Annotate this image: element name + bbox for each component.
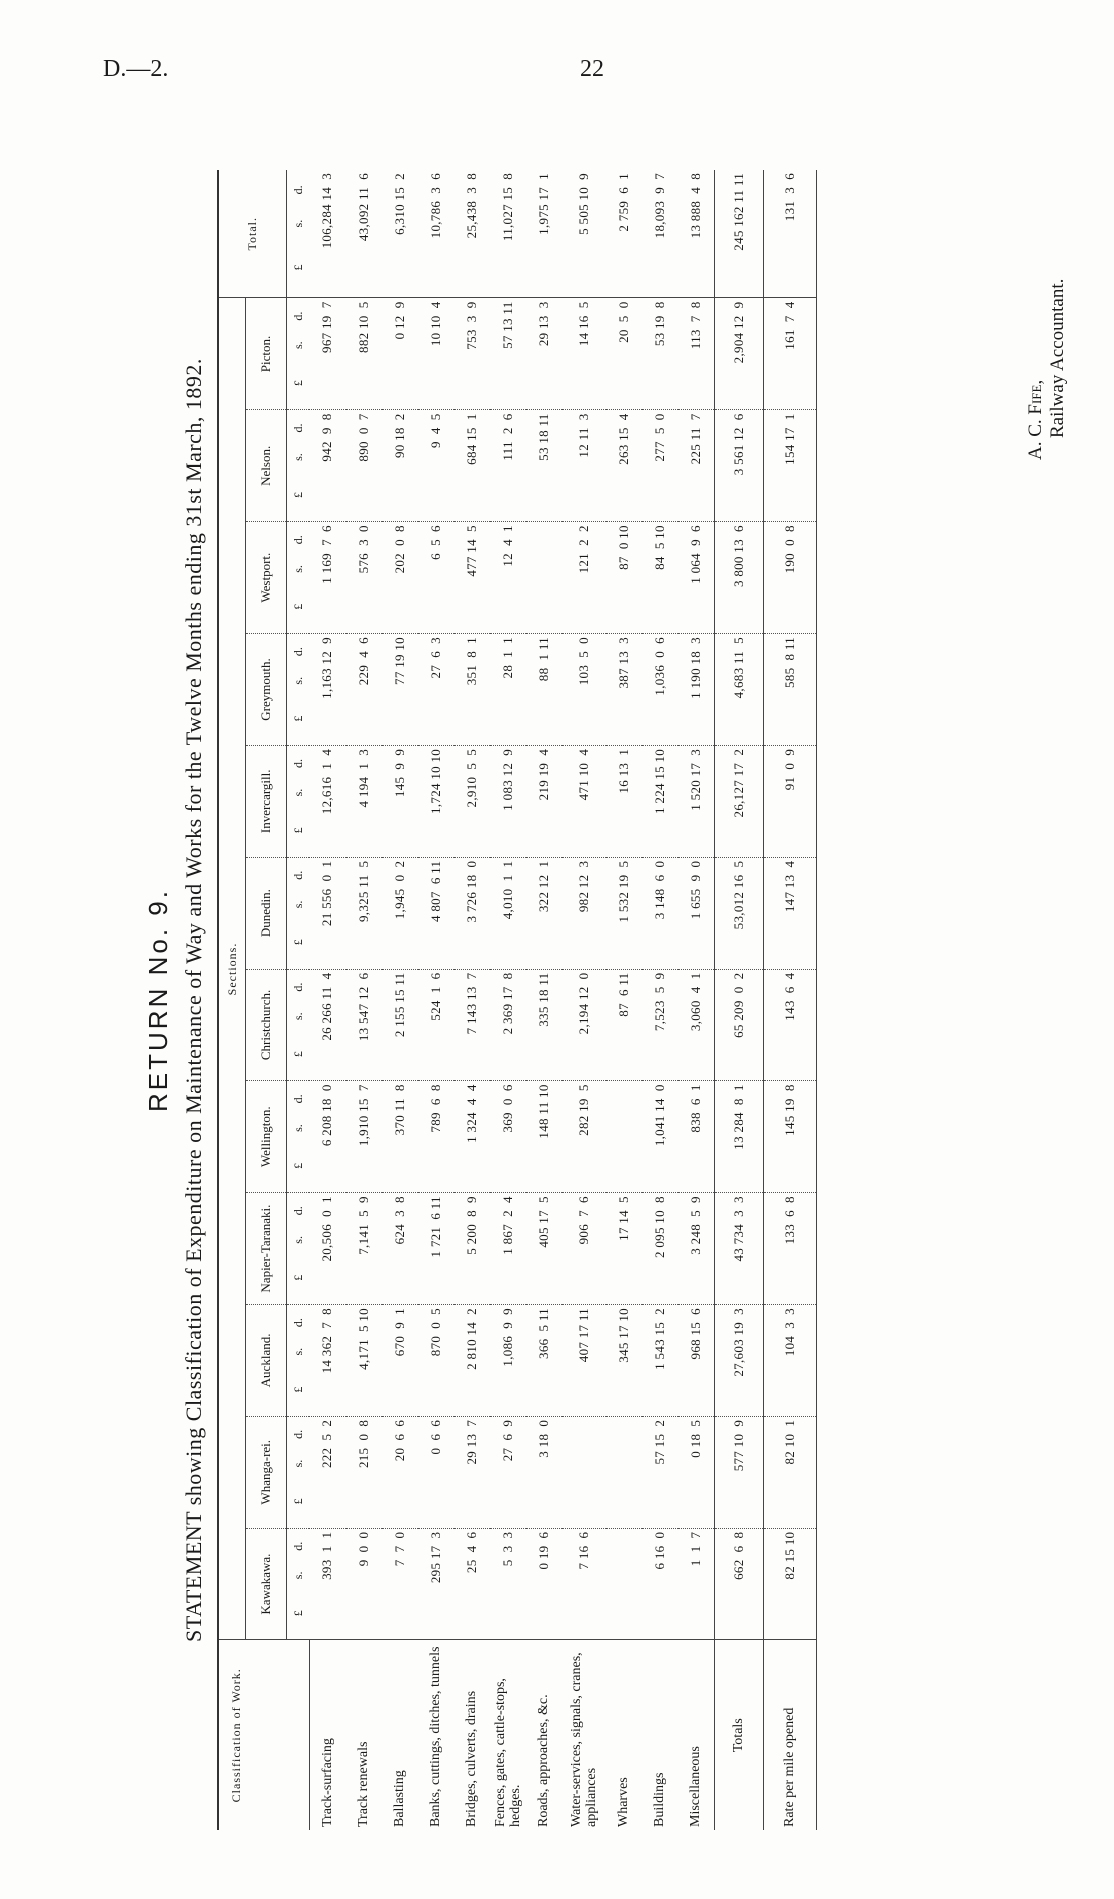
- amount-cell: [606, 1416, 642, 1528]
- unit-label: s.: [290, 453, 305, 461]
- unit-label: £: [290, 380, 305, 387]
- table-row: [382, 170, 418, 1830]
- amount-cell: 5 3 3: [490, 1528, 526, 1640]
- amount-cell: 890 0 7: [346, 410, 382, 522]
- amount-cell: 7 16 6: [562, 1528, 606, 1640]
- table-row: [763, 170, 816, 1830]
- amount-cell: 1 224 15 10: [642, 745, 678, 857]
- amount-cell: 20,506 0 1: [309, 1193, 346, 1305]
- amount-cell: 229 4 6: [346, 634, 382, 746]
- table-row: [642, 170, 678, 1830]
- amount-cell: 576 3 0: [346, 522, 382, 634]
- unit-labels: [287, 1528, 310, 1640]
- amount-cell: 27 6 3: [418, 634, 454, 746]
- amount-cell: 4,683 11 5: [714, 634, 763, 746]
- unit-labels: [287, 634, 310, 746]
- amount-cell: 7 7 0: [382, 1528, 418, 1640]
- amount-cell: 147 13 4: [763, 857, 816, 969]
- amount-cell: 190 0 8: [763, 522, 816, 634]
- amount-cell: 103 5 0: [562, 634, 606, 746]
- section-name: Kawakawa.: [246, 1528, 287, 1640]
- amount-cell: 215 0 8: [346, 1416, 382, 1528]
- section-name: Wellington.: [246, 1081, 287, 1193]
- amount-cell: 84 5 10: [642, 522, 678, 634]
- document-code: D.—2.: [103, 56, 169, 82]
- amount-cell: 1 532 19 5: [606, 857, 642, 969]
- amount-cell: 121 2 2: [562, 522, 606, 634]
- unit-label: £: [290, 603, 305, 610]
- total-cell: 106,284 14 3: [309, 170, 346, 298]
- unit-label: d.: [290, 1206, 305, 1216]
- amount-cell: 87 0 10: [606, 522, 642, 634]
- amount-cell: 1 324 4 4: [454, 1081, 490, 1193]
- amount-cell: 524 1 6: [418, 969, 454, 1081]
- row-label: Water-services, signals, cranes, appliances: [562, 1640, 606, 1830]
- unit-labels: [287, 969, 310, 1081]
- amount-cell: 3 18 0: [526, 1416, 562, 1528]
- total-cell: 13 888 4 8: [678, 170, 715, 298]
- unit-label: d.: [290, 870, 305, 880]
- section-name: Invercargill.: [246, 745, 287, 857]
- amount-cell: 82 10 1: [763, 1416, 816, 1528]
- amount-cell: 906 7 6: [562, 1193, 606, 1305]
- amount-cell: 585 8 11: [763, 634, 816, 746]
- amount-cell: 12,616 1 4: [309, 745, 346, 857]
- section-name: Greymouth.: [246, 634, 287, 746]
- amount-cell: 6 5 6: [418, 522, 454, 634]
- unit-label: s.: [290, 1236, 305, 1244]
- amount-cell: 4 807 6 11: [418, 857, 454, 969]
- amount-cell: 351 8 1: [454, 634, 490, 746]
- amount-cell: 0 6 6: [418, 1416, 454, 1528]
- unit-label: d.: [290, 1318, 305, 1328]
- amount-cell: 0 12 9: [382, 298, 418, 410]
- amount-cell: 577 10 9: [714, 1416, 763, 1528]
- unit-label: d.: [290, 185, 305, 195]
- amount-cell: 154 17 1: [763, 410, 816, 522]
- section-name: Dunedin.: [246, 857, 287, 969]
- amount-cell: 57 13 11: [490, 298, 526, 410]
- unit-label: £: [290, 1274, 305, 1281]
- amount-cell: 43 734 3 3: [714, 1193, 763, 1305]
- table-row: [346, 170, 382, 1830]
- amount-cell: 335 18 11: [526, 969, 562, 1081]
- total-header: Total.: [218, 170, 287, 298]
- amount-cell: 3 148 6 0: [642, 857, 678, 969]
- section-name: Westport.: [246, 522, 287, 634]
- amount-cell: 143 6 4: [763, 969, 816, 1081]
- unit-label: £: [290, 1610, 305, 1617]
- amount-cell: 9,325 11 5: [346, 857, 382, 969]
- section-names-row: [246, 170, 287, 1830]
- table-body: [309, 170, 816, 1830]
- signature: [1025, 279, 1069, 460]
- section-name: Auckland.: [246, 1305, 287, 1417]
- expenditure-table: [217, 170, 817, 1830]
- amount-cell: 219 19 4: [526, 745, 562, 857]
- section-name: Picton.: [246, 298, 287, 410]
- amount-cell: 82 15 10: [763, 1528, 816, 1640]
- amount-cell: [562, 1416, 606, 1528]
- unit-labels: [287, 745, 310, 857]
- row-label: Rate per mile opened: [763, 1640, 816, 1830]
- rotated-page-content: [135, 140, 1114, 1860]
- amount-cell: 1,041 14 0: [642, 1081, 678, 1193]
- amount-cell: 2,910 5 5: [454, 745, 490, 857]
- unit-label: s.: [290, 1347, 305, 1356]
- amount-cell: 967 19 7: [309, 298, 346, 410]
- amount-cell: 263 15 4: [606, 410, 642, 522]
- sections-header: Sections.: [218, 298, 246, 1640]
- amount-cell: 369 0 6: [490, 1081, 526, 1193]
- amount-cell: 225 11 7: [678, 410, 715, 522]
- amount-cell: 2,194 12 0: [562, 969, 606, 1081]
- amount-cell: 14 362 7 8: [309, 1305, 346, 1417]
- row-label: Track-surfacing: [309, 1640, 346, 1830]
- amount-cell: 26 266 11 4: [309, 969, 346, 1081]
- amount-cell: 77 19 10: [382, 634, 418, 746]
- amount-cell: 9 0 0: [346, 1528, 382, 1640]
- amount-cell: 90 18 2: [382, 410, 418, 522]
- amount-cell: 29 13 3: [526, 298, 562, 410]
- row-label: Fences, gates, cattle-stops, hedges.: [490, 1640, 526, 1830]
- amount-cell: 65 209 0 2: [714, 969, 763, 1081]
- amount-cell: [526, 522, 562, 634]
- amount-cell: 838 6 1: [678, 1081, 715, 1193]
- amount-cell: [606, 1081, 642, 1193]
- total-cell: 43,092 11 6: [346, 170, 382, 298]
- amount-cell: 27 6 9: [490, 1416, 526, 1528]
- amount-cell: 57 15 2: [642, 1416, 678, 1528]
- amount-cell: 1 721 6 11: [418, 1193, 454, 1305]
- amount-cell: 1,086 9 9: [490, 1305, 526, 1417]
- section-name: Napier-Taranaki.: [246, 1193, 287, 1305]
- total-cell: 10,786 3 6: [418, 170, 454, 298]
- amount-cell: 1 083 12 9: [490, 745, 526, 857]
- amount-cell: 393 1 1: [309, 1528, 346, 1640]
- amount-cell: 113 7 8: [678, 298, 715, 410]
- amount-cell: 1,036 0 6: [642, 634, 678, 746]
- unit-label: d.: [290, 311, 305, 321]
- amount-cell: 29 13 7: [454, 1416, 490, 1528]
- amount-cell: 222 5 2: [309, 1416, 346, 1528]
- amount-cell: 277 5 0: [642, 410, 678, 522]
- classification-header: Classification of Work.: [218, 1640, 309, 1830]
- signatory-title: Railway Accountant.: [1047, 278, 1068, 438]
- unit-labels: [287, 857, 310, 969]
- unit-label: d.: [290, 758, 305, 768]
- amount-cell: 20 6 6: [382, 1416, 418, 1528]
- row-label: Ballasting: [382, 1640, 418, 1830]
- table-row: [526, 170, 562, 1830]
- amount-cell: 753 3 9: [454, 298, 490, 410]
- table-row: [678, 170, 715, 1830]
- amount-cell: 148 11 10: [526, 1081, 562, 1193]
- amount-cell: 3 561 12 6: [714, 410, 763, 522]
- amount-cell: 968 15 6: [678, 1305, 715, 1417]
- amount-cell: 2 369 17 8: [490, 969, 526, 1081]
- amount-cell: 282 19 5: [562, 1081, 606, 1193]
- amount-cell: 789 6 8: [418, 1081, 454, 1193]
- amount-cell: 9 4 5: [418, 410, 454, 522]
- total-cell: 5 505 10 9: [562, 170, 606, 298]
- unit-label: s.: [290, 676, 305, 685]
- amount-cell: 1,163 12 9: [309, 634, 346, 746]
- amount-cell: 2 155 15 11: [382, 969, 418, 1081]
- amount-cell: 370 11 8: [382, 1081, 418, 1193]
- unit-labels: [287, 1305, 310, 1417]
- amount-cell: 0 19 6: [526, 1528, 562, 1640]
- amount-cell: 7,141 5 9: [346, 1193, 382, 1305]
- row-label: Wharves: [606, 1640, 642, 1830]
- unit-labels: [287, 1416, 310, 1528]
- section-name: Whanga-rei.: [246, 1416, 287, 1528]
- unit-label: d.: [290, 982, 305, 992]
- unit-label: s.: [290, 219, 305, 228]
- amount-cell: 10 10 4: [418, 298, 454, 410]
- amount-cell: 882 10 5: [346, 298, 382, 410]
- total-cell: 11,027 15 8: [490, 170, 526, 298]
- unit-label: s.: [290, 1124, 305, 1132]
- amount-cell: 87 6 11: [606, 969, 642, 1081]
- amount-cell: 1,724 10 10: [418, 745, 454, 857]
- unit-label: d.: [290, 535, 305, 545]
- row-label: Track renewals: [346, 1640, 382, 1830]
- unit-label: £: [290, 264, 305, 271]
- amount-cell: 1 655 9 0: [678, 857, 715, 969]
- statement-title: STATEMENT showing Classification of Expenditure on Maintenance of Way and Works for the Twelve Months ending 31st March, 1892.: [181, 358, 206, 1642]
- amount-cell: 12 4 1: [490, 522, 526, 634]
- amount-cell: 6 208 18 0: [309, 1081, 346, 1193]
- amount-cell: 104 3 3: [763, 1305, 816, 1417]
- amount-cell: 295 17 3: [418, 1528, 454, 1640]
- amount-cell: 2 095 10 8: [642, 1193, 678, 1305]
- row-label: Roads, approaches, &c.: [526, 1640, 562, 1830]
- section-name: Christchurch.: [246, 969, 287, 1081]
- unit-labels: [287, 1193, 310, 1305]
- unit-label: s.: [290, 1012, 305, 1021]
- amount-cell: 14 16 5: [562, 298, 606, 410]
- amount-cell: 322 12 1: [526, 857, 562, 969]
- table-row: [454, 170, 490, 1830]
- table-row: [714, 170, 763, 1830]
- unit-label: s.: [290, 900, 305, 909]
- amount-cell: 1 1 7: [678, 1528, 715, 1640]
- section-name: Nelson.: [246, 410, 287, 522]
- amount-cell: 21 556 0 1: [309, 857, 346, 969]
- amount-cell: 2,904 12 9: [714, 298, 763, 410]
- amount-cell: 3 800 13 6: [714, 522, 763, 634]
- total-cell: 18,093 9 7: [642, 170, 678, 298]
- table-row: [606, 170, 642, 1830]
- unit-label: £: [290, 715, 305, 722]
- amount-cell: 366 5 11: [526, 1305, 562, 1417]
- unit-labels: [287, 522, 310, 634]
- row-label: Buildings: [642, 1640, 678, 1830]
- amount-cell: 624 3 8: [382, 1193, 418, 1305]
- unit-label: £: [290, 939, 305, 946]
- amount-cell: 405 17 5: [526, 1193, 562, 1305]
- amount-cell: 88 1 11: [526, 634, 562, 746]
- amount-cell: 25 4 6: [454, 1528, 490, 1640]
- unit-label: s.: [290, 565, 305, 573]
- table-row: [562, 170, 606, 1830]
- total-cell: 131 3 6: [763, 170, 816, 298]
- unit-label: s.: [290, 341, 305, 350]
- total-cell: 245 162 11 11: [714, 170, 763, 298]
- amount-cell: 26,127 17 2: [714, 745, 763, 857]
- amount-cell: 1 543 15 2: [642, 1305, 678, 1417]
- amount-cell: 28 1 1: [490, 634, 526, 746]
- total-cell: 25,438 3 8: [454, 170, 490, 298]
- amount-cell: 1,910 15 7: [346, 1081, 382, 1193]
- unit-label: £: [290, 1051, 305, 1058]
- unit-label: d.: [290, 1429, 305, 1439]
- table-row: [309, 170, 346, 1830]
- amount-cell: 7 143 13 7: [454, 969, 490, 1081]
- amount-cell: 1 520 17 3: [678, 745, 715, 857]
- unit-label: £: [290, 1498, 305, 1505]
- amount-cell: 670 9 1: [382, 1305, 418, 1417]
- amount-cell: 133 6 8: [763, 1193, 816, 1305]
- unit-label: £: [290, 491, 305, 498]
- amount-cell: 387 13 3: [606, 634, 642, 746]
- total-cell: 2 759 6 1: [606, 170, 642, 298]
- amount-cell: 91 0 9: [763, 745, 816, 857]
- return-title: RETURN No. 9.: [143, 888, 173, 1112]
- amount-cell: 3,060 4 1: [678, 969, 715, 1081]
- amount-cell: 2 810 14 2: [454, 1305, 490, 1417]
- unit-label: s.: [290, 788, 305, 797]
- signatory-name: A. C. Fife,: [1025, 379, 1046, 460]
- amount-cell: 345 17 10: [606, 1305, 642, 1417]
- amount-cell: 13 284 8 1: [714, 1081, 763, 1193]
- amount-cell: 12 11 3: [562, 410, 606, 522]
- amount-cell: 53,012 16 5: [714, 857, 763, 969]
- amount-cell: 477 14 5: [454, 522, 490, 634]
- unit-labels: [287, 1081, 310, 1193]
- amount-cell: 407 17 11: [562, 1305, 606, 1417]
- row-label: Banks, cuttings, ditches, tunnels: [418, 1640, 454, 1830]
- table-row: [418, 170, 454, 1830]
- amount-cell: 161 7 4: [763, 298, 816, 410]
- amount-cell: 1 064 9 6: [678, 522, 715, 634]
- row-label: Totals: [714, 1640, 763, 1830]
- unit-label: d.: [290, 1541, 305, 1551]
- row-label: Miscellaneous: [678, 1640, 715, 1830]
- amount-cell: 3 248 5 9: [678, 1193, 715, 1305]
- amount-cell: 145 9 9: [382, 745, 418, 857]
- unit-label: £: [290, 1162, 305, 1169]
- amount-cell: 942 9 8: [309, 410, 346, 522]
- amount-cell: 6 16 0: [642, 1528, 678, 1640]
- amount-cell: 16 13 1: [606, 745, 642, 857]
- amount-cell: 4,010 1 1: [490, 857, 526, 969]
- amount-cell: 4 194 1 3: [346, 745, 382, 857]
- amount-cell: 1,945 0 2: [382, 857, 418, 969]
- page-number: 22: [580, 56, 604, 82]
- unit-label: d.: [290, 1094, 305, 1104]
- amount-cell: 870 0 5: [418, 1305, 454, 1417]
- amount-cell: 0 18 5: [678, 1416, 715, 1528]
- unit-labels: [287, 298, 310, 410]
- unit-label: s.: [290, 1459, 305, 1468]
- unit-label: £: [290, 1386, 305, 1393]
- unit-labels: [287, 410, 310, 522]
- amount-cell: 13 547 12 6: [346, 969, 382, 1081]
- unit-label: s.: [290, 1571, 305, 1580]
- unit-labels: [287, 170, 310, 298]
- total-cell: 6,310 15 2: [382, 170, 418, 298]
- unit-label: d.: [290, 423, 305, 433]
- amount-cell: 684 15 1: [454, 410, 490, 522]
- unit-label: £: [290, 827, 305, 834]
- table-row: [490, 170, 526, 1830]
- amount-cell: 7,523 5 9: [642, 969, 678, 1081]
- amount-cell: 53 18 11: [526, 410, 562, 522]
- units-row: [287, 170, 310, 1830]
- amount-cell: 471 10 4: [562, 745, 606, 857]
- amount-cell: 5 200 8 9: [454, 1193, 490, 1305]
- total-cell: 1,975 17 1: [526, 170, 562, 298]
- amount-cell: 3 726 18 0: [454, 857, 490, 969]
- amount-cell: 662 6 8: [714, 1528, 763, 1640]
- amount-cell: 1 867 2 4: [490, 1193, 526, 1305]
- amount-cell: 4,171 5 10: [346, 1305, 382, 1417]
- amount-cell: 27,603 19 3: [714, 1305, 763, 1417]
- unit-label: d.: [290, 647, 305, 657]
- amount-cell: 202 0 8: [382, 522, 418, 634]
- amount-cell: 20 5 0: [606, 298, 642, 410]
- amount-cell: 1 190 18 3: [678, 634, 715, 746]
- amount-cell: 1 169 7 6: [309, 522, 346, 634]
- amount-cell: 17 14 5: [606, 1193, 642, 1305]
- amount-cell: [606, 1528, 642, 1640]
- amount-cell: 111 2 6: [490, 410, 526, 522]
- amount-cell: 53 19 8: [642, 298, 678, 410]
- amount-cell: 982 12 3: [562, 857, 606, 969]
- row-label: Bridges, culverts, drains: [454, 1640, 490, 1830]
- amount-cell: 145 19 8: [763, 1081, 816, 1193]
